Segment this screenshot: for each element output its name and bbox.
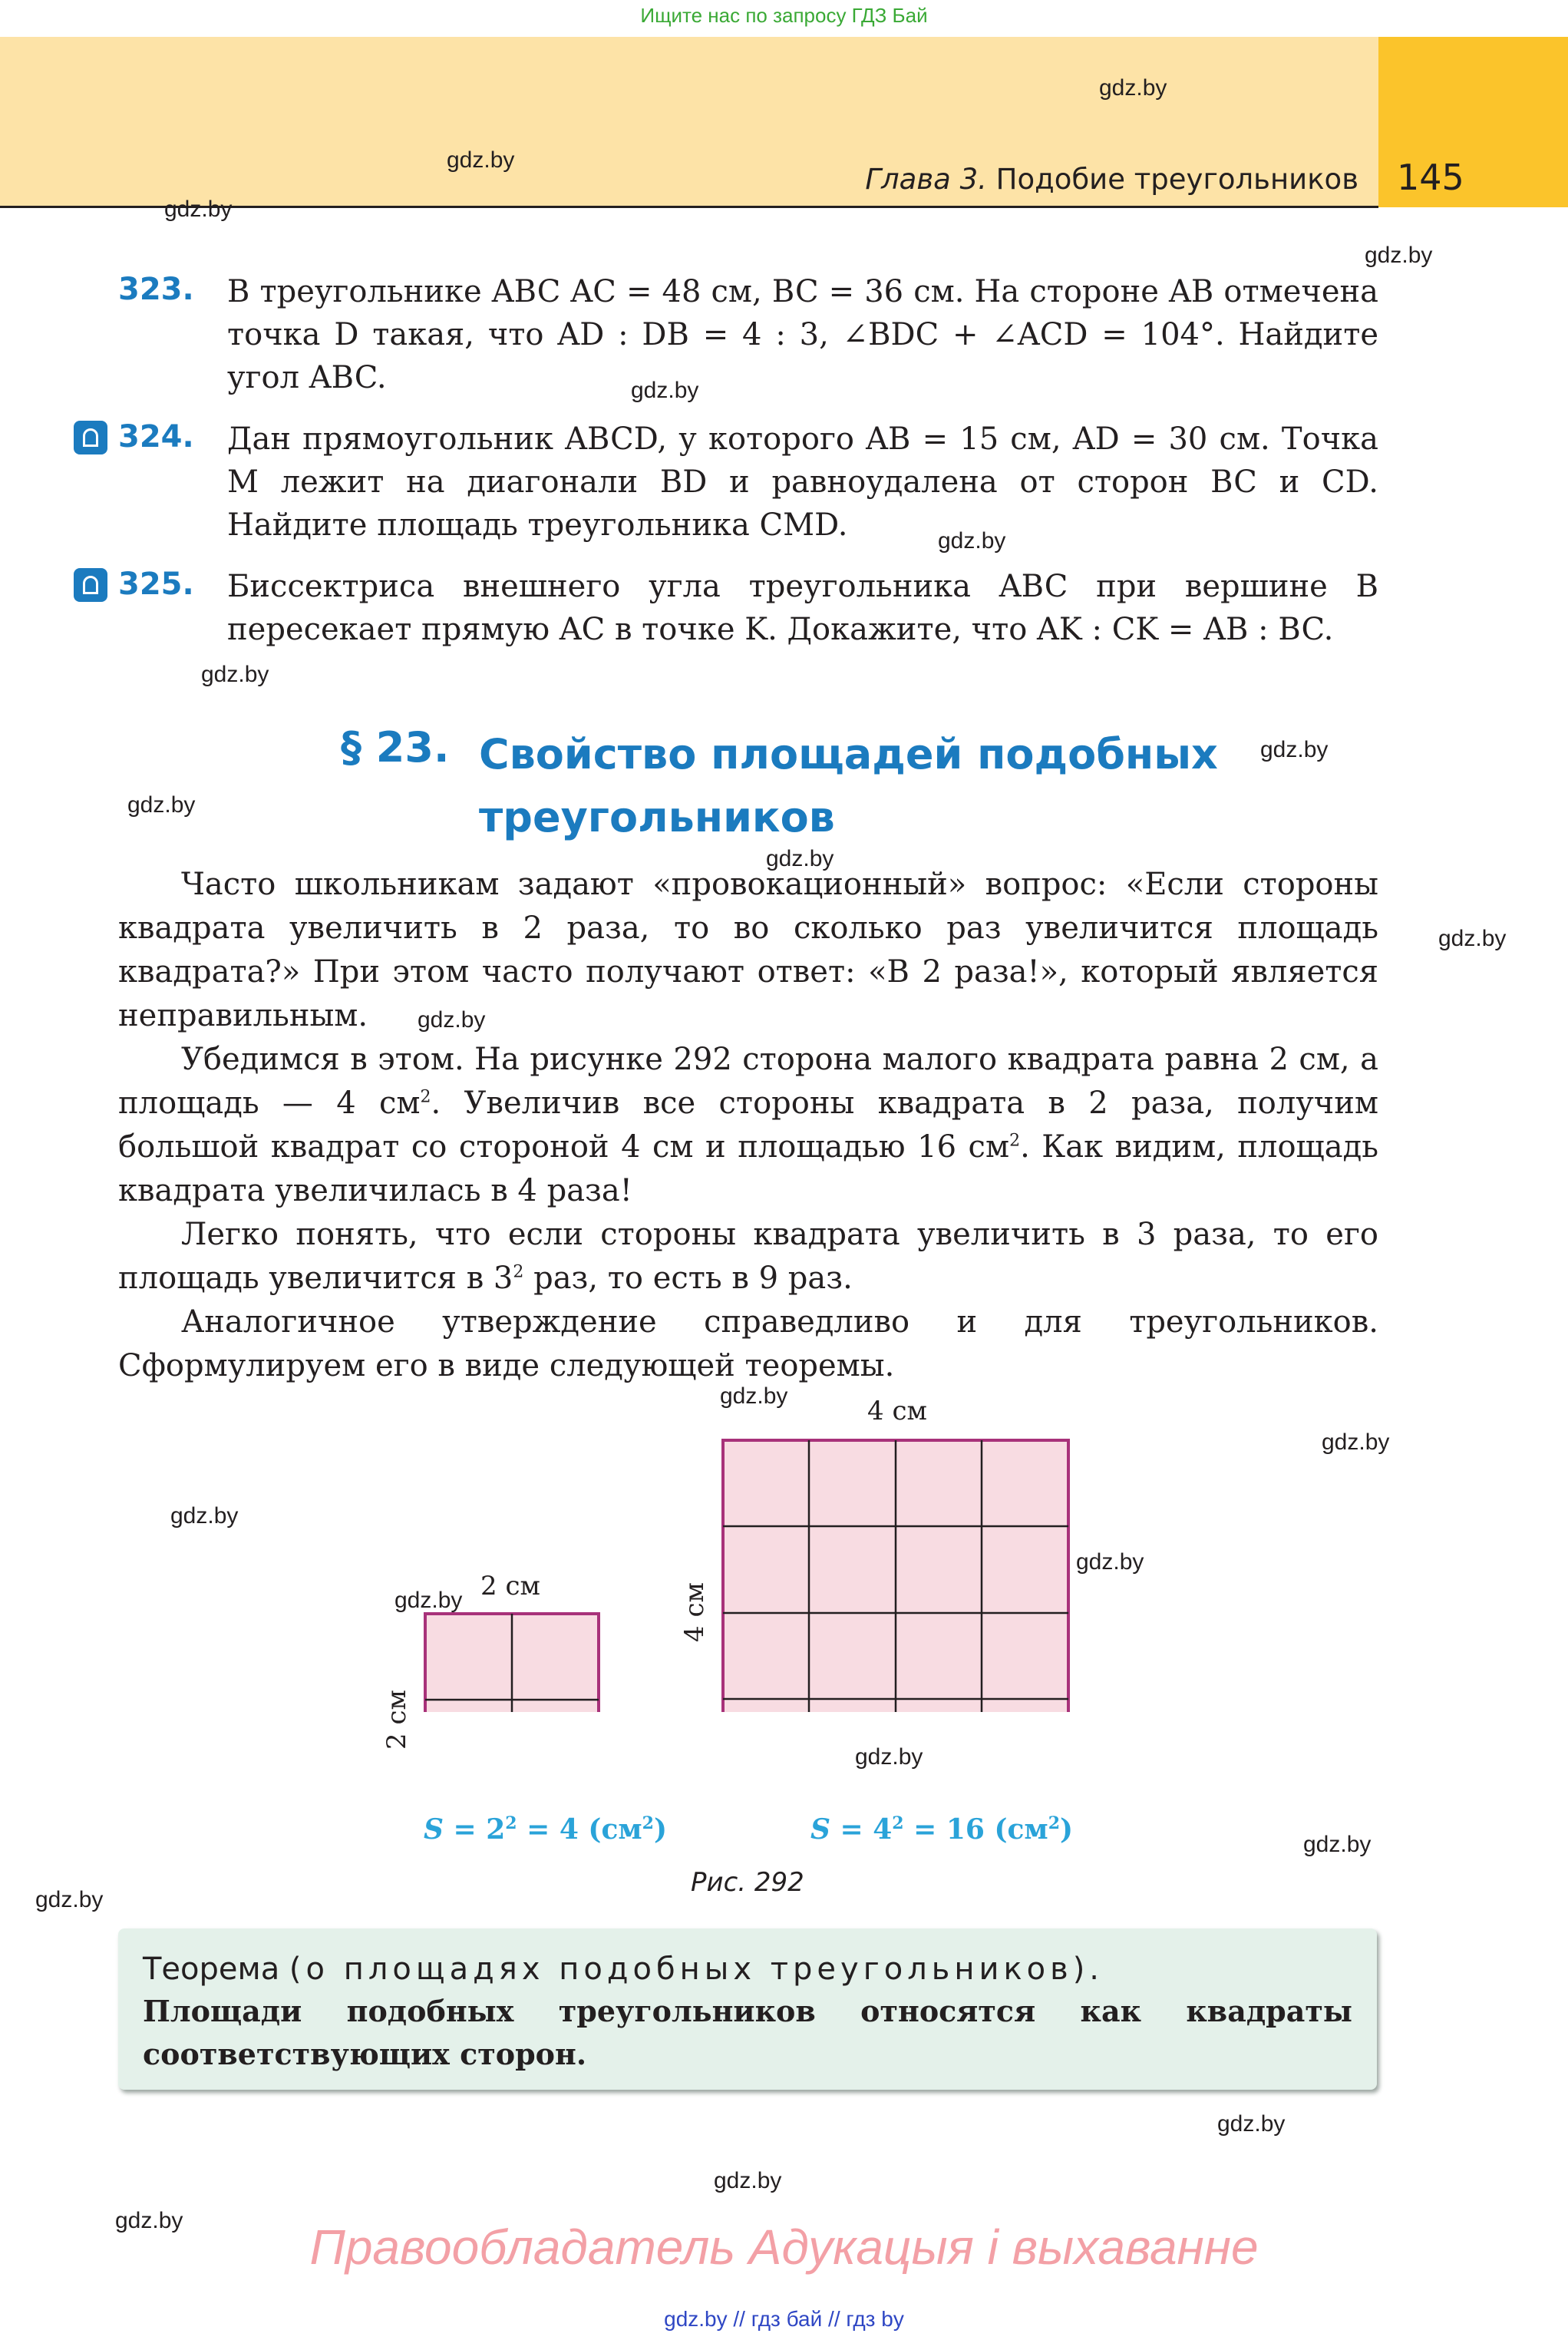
- watermark: gdz.by: [447, 147, 515, 173]
- watermark: gdz.by: [1217, 2111, 1286, 2137]
- large-square: [723, 1440, 1068, 1712]
- large-area-formula: $S = 4^2 = 16$ $(см^2)$: [810, 1813, 1074, 1846]
- body-text: [118, 863, 1378, 1388]
- problem-text: Дан прямоугольник ABCD, у которого AB = 15 см, AD = 30 см. Точка M лежит на диагонали BD и равноудалена от сторон BC и CD. Найдите площадь треугольника CMD.: [227, 421, 1378, 543]
- watermark: gdz.by: [938, 528, 1006, 554]
- watermark: gdz.by: [1303, 1832, 1372, 1857]
- watermark: gdz.by: [164, 197, 233, 222]
- watermark: gdz.by: [201, 662, 269, 687]
- problem-number: 325.: [118, 567, 194, 602]
- theorem-text: Площади подобных треугольников относятся как квадраты соответствующих сторон.: [143, 1994, 1352, 2071]
- watermark: gdz.by: [35, 1887, 104, 1912]
- problem-number: 324.: [118, 419, 194, 454]
- watermark: gdz.by: [720, 1383, 788, 1409]
- watermark: gdz.by: [1365, 243, 1433, 268]
- theorem-box: [118, 1929, 1377, 2090]
- watermark: gdz.by: [1260, 737, 1329, 762]
- paragraph: Аналогичное утверждение справедливо и для треугольников. Сформулируем его в виде следующей теоремы.: [118, 1304, 1378, 1383]
- paragraph: Убедимся в этом. На рисунке 292 сторона малого квадрата равна 2 см, а площадь — 4 $см^2$. Увеличив все стороны квадрата в 2 раза, получим большой квадрат со стороной 4 см и площадью 16 $см^2$. Как видим, площадь квадрата увеличилась в 4 раза!: [118, 1042, 1379, 1208]
- page-number: 145: [1397, 157, 1464, 198]
- top-banner: Ищите нас по запросу ГДЗ Бай: [640, 4, 928, 27]
- section-title-line: треугольников: [479, 793, 835, 841]
- watermark: gdz.by: [631, 378, 699, 403]
- chapter-title: Подобие треугольников: [995, 163, 1358, 196]
- large-square-side-label: 4 см: [678, 1582, 710, 1642]
- watermark: gdz.by: [170, 1503, 239, 1529]
- figure-squares: [353, 1390, 1121, 1712]
- paragraph: Часто школьникам задают «провокационный» вопрос: «Если стороны квадрата увеличить в 2 раза, то во сколько раз увеличится площадь квадрата?» При этом часто получают ответ: «В 2 раза!», который является неправильным.: [118, 867, 1378, 1033]
- chapter-heading: [767, 163, 1358, 196]
- figure-caption: Рис. 292: [691, 1867, 804, 1898]
- watermark: gdz.by: [1099, 75, 1167, 101]
- watermark: gdz.by: [1076, 1549, 1144, 1575]
- watermark: gdz.by: [418, 1007, 486, 1033]
- problem-number: 323.: [118, 272, 194, 307]
- house-icon: [74, 421, 107, 454]
- small-square-side-label: 2 см: [381, 1690, 412, 1750]
- theorem-label: Теорема: [143, 1952, 280, 1987]
- small-square-top-label: 2 см: [480, 1571, 540, 1601]
- rights-holder-watermark: Правообладатель Адукацыя і выхаванне: [309, 2219, 1259, 2275]
- watermark: gdz.by: [394, 1588, 463, 1613]
- section-title-line: Свойство площадей подобных: [479, 730, 1218, 778]
- watermark: gdz.by: [1322, 1429, 1390, 1455]
- small-square: [425, 1614, 599, 1712]
- watermark: gdz.by: [855, 1744, 923, 1770]
- small-area-formula: $S = 2^2 = 4$ $(см^2)$: [424, 1813, 667, 1846]
- theorem-subtitle: (о площадях подобных треугольников).: [289, 1952, 1104, 1987]
- house-icon: [74, 568, 107, 602]
- chapter-label: Глава 3.: [865, 163, 987, 196]
- section-number: § 23.: [341, 723, 450, 772]
- section-title: [479, 723, 1218, 849]
- watermark: gdz.by: [127, 792, 196, 818]
- problem-text: Биссектриса внешнего угла треугольника ABC при вершине B пересекает прямую AC в точке K. Докажите, что AK : CK = AB : BC.: [227, 569, 1378, 647]
- watermark: gdz.by: [766, 846, 834, 871]
- footer-links[interactable]: gdz.by // гдз бай // гдз by: [664, 2307, 904, 2331]
- watermark: gdz.by: [115, 2208, 183, 2233]
- large-square-top-label: 4 см: [867, 1396, 927, 1426]
- problem-text: В треугольнике ABC AC = 48 см, BC = 36 см. На стороне AB отмечена точка D такая, что AD : DB = 4 : 3, ∠BDC + ∠ACD = 104°. Найдите угол ABC.: [227, 274, 1378, 395]
- watermark: gdz.by: [1438, 926, 1507, 951]
- watermark: gdz.by: [714, 2168, 782, 2193]
- paragraph: Легко понять, что если стороны квадрата увеличить в 3 раза, то его площадь увеличится в $3^2$ раз, то есть в 9 раз.: [118, 1217, 1378, 1296]
- theorem-title: [143, 1948, 1352, 1990]
